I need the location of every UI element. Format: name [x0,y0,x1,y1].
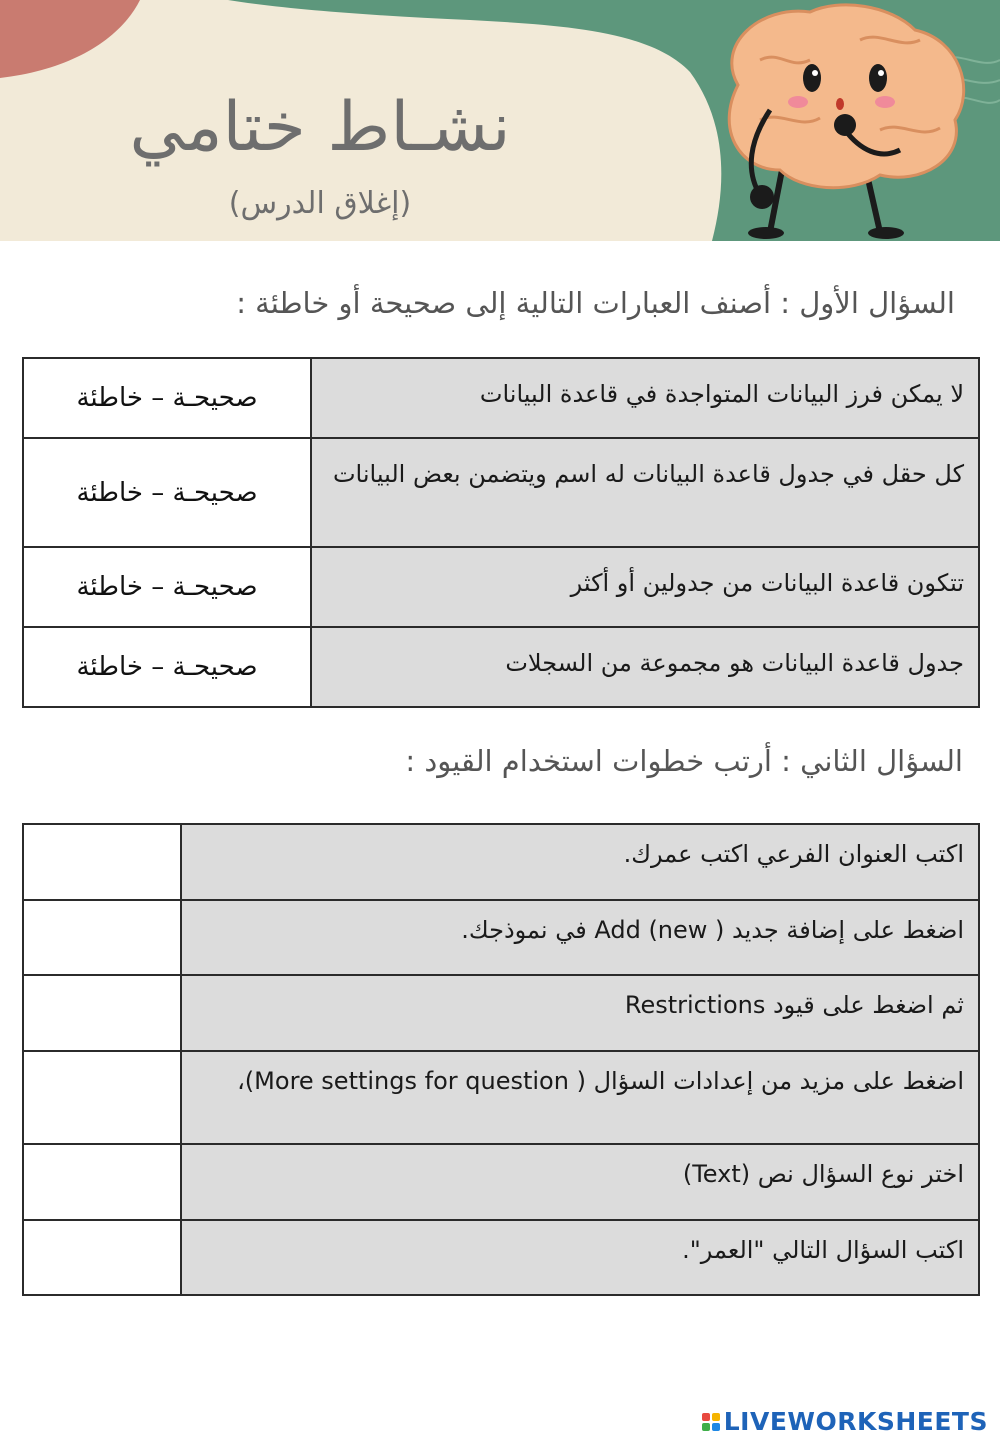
statement-cell: جدول قاعدة البيانات هو مجموعة من السجلات [311,627,979,707]
liveworksheets-logo-icon [702,1413,720,1431]
table-row [23,438,979,547]
header-banner [0,0,1000,241]
statement-cell: لا يمكن فرز البيانات المتواجدة في قاعدة البيانات [311,358,979,438]
step-cell: ثم اضغط على قيود Restrictions [181,975,979,1051]
table-row [23,900,979,975]
step-cell: اكتب العنوان الفرعي اكتب عمرك. [181,824,979,900]
table-row [23,1051,979,1144]
brand-name: LIVEWORKSHEETS [723,1407,988,1436]
true-false-choice[interactable]: صحيحـة – خاطئة [23,358,311,438]
step-cell: اضغط على مزيد من إعدادات السؤال ( More settings for question)، [181,1051,979,1144]
question-2-title: السؤال الثاني : أرتب خطوات استخدام القيود : [405,744,963,778]
step-cell: اكتب السؤال التالي "العمر". [181,1220,979,1295]
table-row [23,1220,979,1295]
table-row [23,1144,979,1220]
page-subtitle: (إغلاق الدرس) [228,186,412,221]
page-title: نشـاط ختامي [129,88,511,167]
true-false-choice[interactable]: صحيحـة – خاطئة [23,627,311,707]
order-answer-field[interactable] [23,900,181,975]
table-row [23,975,979,1051]
order-answer-field[interactable] [23,1051,181,1144]
question-1-title: السؤال الأول : أصنف العبارات التالية إلى صحيحة أو خاطئة : [236,286,955,320]
order-answer-field[interactable] [23,1144,181,1220]
table-row [23,824,979,900]
true-false-choice[interactable]: صحيحـة – خاطئة [23,547,311,627]
table-row [23,627,979,707]
order-answer-field[interactable] [23,1220,181,1295]
statement-cell: تتكون قاعدة البيانات من جدولين أو أكثر [311,547,979,627]
ordering-table [22,823,980,1296]
table-row [23,358,979,438]
table-row [23,547,979,627]
liveworksheets-brand [702,1407,988,1436]
statement-cell: كل حقل في جدول قاعدة البيانات له اسم ويتضمن بعض البيانات [311,438,979,547]
order-answer-field[interactable] [23,824,181,900]
true-false-choice[interactable]: صحيحـة – خاطئة [23,438,311,547]
step-cell: اضغط على إضافة جديد ( Add (new في نموذجك. [181,900,979,975]
order-answer-field[interactable] [23,975,181,1051]
classification-table [22,357,980,708]
step-cell: اختر نوع السؤال نص (Text) [181,1144,979,1220]
